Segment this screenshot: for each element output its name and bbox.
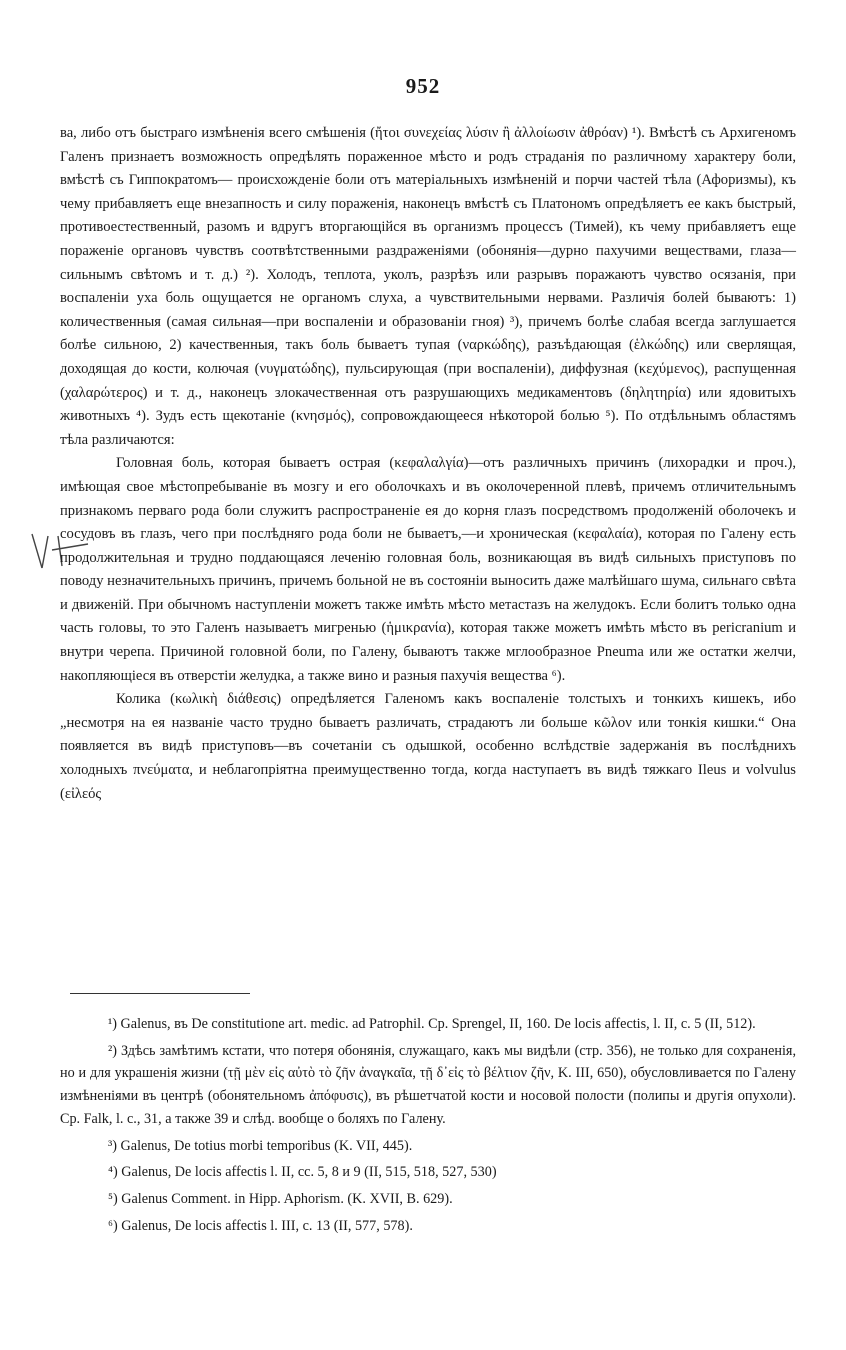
- footnote-3: ³) Galenus, De totius morbi temporibus (K. VII, 445).: [108, 1137, 413, 1154]
- footnote-5: ⁵) Galenus Comment. in Hipp. Aphorism. (K. XVII, B. 629).: [108, 1190, 453, 1207]
- footnote-2: ²) Здѣсь замѣтимъ кстати, что потеря обонянія, служащаго, какъ мы видѣли (стр. 356), не только для сохраненія, но и для украшенія жизни (τῇ μὲν εἰς αὐτὸ τὸ ζῆν ἀναγκαῖα, τῇ δ᾽εἰς τὸ βέλτιον ζῆν, K. III, 650), обусловливается по Галену измѣненіями въ центрѣ (обонятельномъ ἀπόφυσις), въ рѣшетчатой кости и носовой полости (полипы и другія опухоли). Cp. Falk, l. c., 31, а также 39 и слѣд. вообще о боляхъ по Галену.: [60, 1042, 796, 1127]
- footnotes: [60, 1013, 796, 1241]
- footnote-4: ⁴) Galenus, De locis affectis l. II, cc. 5, 8 и 9 (II, 515, 518, 527, 530): [108, 1164, 497, 1181]
- main-text: [60, 122, 796, 806]
- footnote-1: ¹) Galenus, въ De constitutione art. medic. ad Patrophil. Cp. Sprengel, II, 160. De locis affectis, l. II, c. 5 (II, 512).: [108, 1016, 756, 1032]
- page-number: 952: [405, 74, 441, 98]
- paragraph-colic: Колика (κωλικὴ διάθεσις) опредѣляется Галеномъ какъ воспаленіе толстыхъ и тонкихъ кишекъ, ибо „несмотря на ея названіе часто трудно бываетъ различать, страдаютъ ли больше κῶλον или тонкія кишки.“ Она появляется въ видѣ приступовъ—въ сочетаніи съ одышкой, особенно вслѣдствіе задержанія въ послѣднихъ холодныхъ πνεύματα, и неблагопріятна преимущественно тогда, когда наступаетъ въ видѣ тяжкаго Ileus и volvulus (εἰλεός: [60, 691, 796, 802]
- footnote-6: ⁶) Galenus, De locis affectis l. III, c. 13 (II, 577, 578).: [108, 1217, 413, 1234]
- footnote-divider: [70, 993, 250, 994]
- paragraph-headache: Головная боль, которая бываетъ острая (κεφαλαλγία)—отъ различныхъ причинъ (лихорадки и проч.), имѣющая свое мѣстопребываніе въ мозгу и его оболочкахъ и въ околочеренной плевѣ, причемъ отличительнымъ признакомъ перваго рода боли служитъ распространеніе ея до корня глазъ посредствомъ продолженій оболочекъ и сосудовъ въ глазъ, чего при послѣдняго рода боли не бываетъ,—и хроническая (κεφαλαία), которая по Галену есть продолжительная и трудно поддающаяся леченію головная боль, возникающая въ видѣ сильныхъ приступовъ по поводу незначительныхъ причинъ, причемъ больной не въ состояніи выносить даже малѣйшаго шума, сильнаго свѣта и движеній. При обычномъ наступленіи можетъ также имѣть мѣсто метастазъ на желудокъ. Если болитъ только одна часть головы, то это Галенъ называетъ мигренью (ἡμικρανία), которая также можетъ имѣть мѣсто въ pericranium и внутри черепа. Причиной головной боли, по Галену, бываютъ также мглообразное Pneuma или же остатки желчи, накопляющіеся въ отверстіи желудка, а также вино и разныя пахучія вещества ⁶).: [60, 455, 796, 684]
- paragraph-intro: ва, либо отъ быстраго измѣненія всего смѣшенія (ἤτοι συνεχείας λύσιν ἢ ἀλλοίωσιν ἀθρόαν) ¹). Вмѣстѣ съ Архигеномъ Галенъ признаетъ возможность опредѣлять пораженное мѣсто и родъ страданія по различному характеру боли, вмѣстѣ съ Гиппократомъ— происхожденіе боли отъ матеріальныхъ измѣненій и порчи частей тѣла (Афоризмы), къ чему прибавляетъ еще внезапность и силу пораженія, наконецъ вмѣстѣ съ Платономъ опредѣляетъ ее какъ быстрый, противоестественный, разомъ и вдругъ вторгающійся въ организмъ процессъ (Тимей), къ чему прибавляетъ еще пораженіе органовъ чувствъ соотвѣтственными раздраженіями (обонянія—дурно пахучими веществами, глаза—сильнымъ свѣтомъ и т. д.) ²). Холодъ, теплота, уколъ, разрѣзъ или разрывъ поражаютъ чувство осязанія, при воспаленіи уха боль ощущается не органомъ слуха, а чувствительными нервами. Различія болей бываютъ: 1) количественныя (самая сильная—при воспаленіи и образованіи гноя) ³), причемъ болѣе слабая всегда заглушается болѣе сильною, 2) качественныя, такъ боль бываетъ тупая (ναρκώδης), разъѣдающая (ἑλκώδης) или сверлящая, доходящая до кости, колючая (νυγματώδης), пульсирующая (при воспаленіи), диффузная (κεχύμενος), распущенная (χαλαρώτερος) и т. д., наконецъ злокачественная отъ разрушающихъ медикаментовъ (δηλητηρία) или ядовитыхъ животныхъ ⁴). Зудъ есть щекотаніе (κνησμός), сопровождающееся нѣкоторой болью ⁵). По отдѣльнымъ областямъ тѣла различаются:: [60, 125, 796, 448]
